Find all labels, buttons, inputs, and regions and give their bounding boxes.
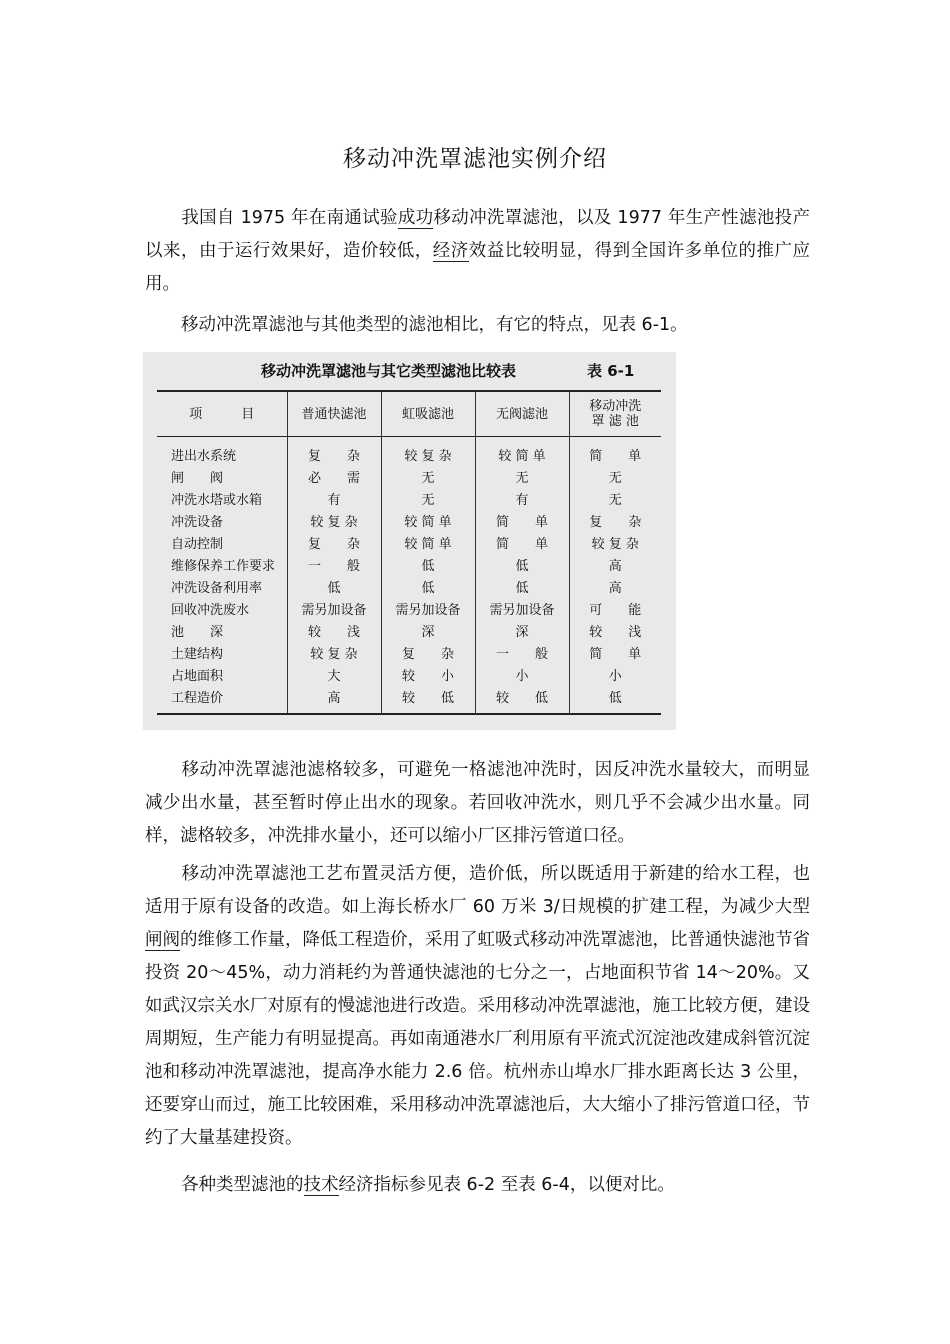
table-header-row xyxy=(157,391,661,437)
document-title: 移动冲洗罩滤池实例介绍 xyxy=(343,146,607,172)
header-item: 项 目 xyxy=(157,391,287,437)
row-item: 闸 阀 xyxy=(171,470,224,486)
cell: 低 xyxy=(475,553,569,575)
header-ordinary-rapid-filter: 普通快滤池 xyxy=(287,391,381,437)
cell: 低 xyxy=(381,553,475,575)
cell: 复 杂 xyxy=(569,509,661,531)
table-row xyxy=(157,437,661,466)
cell: 必 需 xyxy=(287,465,381,487)
cell: 需另加设备 xyxy=(287,597,381,619)
cell: 较 复 杂 xyxy=(287,509,381,531)
p3-text: 移动冲洗罩滤池滤格较多，可避免一格滤池冲洗时，因反冲洗水量较大，而明显减少出水量，甚至暂时停止出水的现象。若回收冲洗水，则几乎不会减少出水量。同样，滤格较多，冲洗排水量小，还可以缩小厂区排污管道口径。 xyxy=(145,760,810,846)
p4-text-b: 的维修工作量，降低工程造价，采用了虹吸式移动冲洗罩滤池，比普通快滤池节省投资 20～45%，动力消耗约为普通快滤池的七分之一，占地面积节省 14～20%。又如武汉宗关水厂对原有的慢滤池进行改造。采用移动冲洗罩滤池，施工比较方便，建设周期短，生产能力有明显提高。再如南通港水厂利用原有平流式沉淀池改建成斜管沉淀池和移动冲洗罩滤池，提高净水能力 2.6 倍。杭州赤山埠水厂排水距离长达 3 公里，还要穿山而过，施工比较困难，采用移动冲洗罩滤池后，大大缩小了排污管道口径，节约了大量基建投资。 xyxy=(145,930,810,1148)
cell: 较 浅 xyxy=(287,619,381,641)
p5-text-b: 经济指标参见表 6-2 至表 6-4，以便对比。 xyxy=(338,1175,675,1195)
table-caption: 移动冲洗罩滤池与其它类型滤池比较表 xyxy=(261,362,517,380)
cell: 高 xyxy=(569,553,661,575)
cell: 较 复 杂 xyxy=(381,437,475,466)
cell: 有 xyxy=(287,487,381,509)
cell: 大 xyxy=(287,663,381,685)
table-row xyxy=(157,465,661,487)
cell: 有 xyxy=(475,487,569,509)
table-number: 表 6-1 xyxy=(587,362,635,380)
comparison-table xyxy=(157,390,661,715)
cell: 复 杂 xyxy=(287,437,381,466)
table-row xyxy=(157,487,661,509)
cell: 无 xyxy=(569,487,661,509)
cell: 简 单 xyxy=(569,641,661,663)
cell: 小 xyxy=(475,663,569,685)
row-item: 工程造价 xyxy=(171,690,224,706)
cell: 低 xyxy=(475,575,569,597)
cell: 低 xyxy=(287,575,381,597)
cell: 高 xyxy=(287,685,381,714)
cell: 较 浅 xyxy=(569,619,661,641)
paragraph-2 xyxy=(145,309,810,342)
p2-text: 移动冲洗罩滤池与其他类型的滤池相比，有它的特点，见表 6-1。 xyxy=(181,315,688,335)
paragraph-3 xyxy=(145,754,810,853)
p1-underlined-economy: 经济 xyxy=(432,241,469,261)
row-item: 自动控制 xyxy=(171,536,224,552)
table-row xyxy=(157,619,661,641)
cell: 深 xyxy=(475,619,569,641)
cell: 较 简 单 xyxy=(381,509,475,531)
cell: 无 xyxy=(381,465,475,487)
p1-text-c: 效益比较明显，得到全国许多单位的推广应用。 xyxy=(145,241,811,294)
table-row xyxy=(157,531,661,553)
cell: 较 简 单 xyxy=(381,531,475,553)
row-item: 冲洗水塔或水箱 xyxy=(171,492,263,508)
cell: 需另加设备 xyxy=(475,597,569,619)
row-item: 冲洗设备 xyxy=(171,514,224,530)
cell: 无 xyxy=(569,465,661,487)
table-row xyxy=(157,509,661,531)
cell: 需另加设备 xyxy=(381,597,475,619)
row-item: 池 深 xyxy=(171,624,224,640)
row-item: 土建结构 xyxy=(171,646,224,662)
p1-text-b: 移动冲洗罩滤池，以及 1977 年生产性滤池投产以来，由于运行效果好，造价较低， xyxy=(145,208,810,261)
table-row xyxy=(157,575,661,597)
cell: 无 xyxy=(475,465,569,487)
cell: 无 xyxy=(381,487,475,509)
p1-underlined-success: 成功 xyxy=(397,208,434,228)
cell: 可 能 xyxy=(569,597,661,619)
cell: 复 杂 xyxy=(381,641,475,663)
paragraph-1 xyxy=(145,202,810,301)
header-siphon-filter: 虹吸滤池 xyxy=(381,391,475,437)
cell: 简 单 xyxy=(475,509,569,531)
cell: 较 小 xyxy=(381,663,475,685)
cell: 较 简 单 xyxy=(475,437,569,466)
row-item: 进出水系统 xyxy=(171,448,237,464)
comparison-table-image xyxy=(143,352,676,730)
table-row xyxy=(157,553,661,575)
cell: 较 复 杂 xyxy=(287,641,381,663)
header-c4-line2: 罩 滤 池 xyxy=(591,414,639,429)
cell: 较 低 xyxy=(475,685,569,714)
cell: 低 xyxy=(381,575,475,597)
header-moving-hood-filter xyxy=(569,391,661,437)
row-item: 回收冲洗废水 xyxy=(171,602,250,618)
row-item: 占地面积 xyxy=(171,668,224,684)
p5-underlined-technology: 技术 xyxy=(303,1175,339,1195)
cell: 低 xyxy=(569,685,661,714)
table-row xyxy=(157,641,661,663)
paragraph-5 xyxy=(145,1169,810,1202)
p5-text-a: 各种类型滤池的 xyxy=(181,1175,304,1195)
table-row xyxy=(157,663,661,685)
row-item: 冲洗设备利用率 xyxy=(171,580,263,596)
header-c4-line1: 移动冲洗 xyxy=(589,399,642,414)
cell: 简 单 xyxy=(475,531,569,553)
cell: 一 般 xyxy=(287,553,381,575)
p4-text-a: 移动冲洗罩滤池工艺布置灵活方便，造价低，所以既适用于新建的给水工程，也适用于原有设备的改造。如上海长桥水厂 60 万米 3/日规模的扩建工程，为减少大型 xyxy=(145,864,810,917)
paragraph-4 xyxy=(145,858,810,1155)
p4-underlined-valve: 闸阀 xyxy=(145,930,180,950)
cell: 较 复 杂 xyxy=(569,531,661,553)
cell: 较 低 xyxy=(381,685,475,714)
cell: 小 xyxy=(569,663,661,685)
header-valveless-filter: 无阀滤池 xyxy=(475,391,569,437)
cell: 一 般 xyxy=(475,641,569,663)
row-item: 维修保养工作要求 xyxy=(171,558,276,574)
p1-text-a: 我国自 1975 年在南通试验 xyxy=(181,208,398,228)
cell: 深 xyxy=(381,619,475,641)
table-row xyxy=(157,685,661,714)
cell: 高 xyxy=(569,575,661,597)
cell: 复 杂 xyxy=(287,531,381,553)
table-row xyxy=(157,597,661,619)
cell: 简 单 xyxy=(569,437,661,466)
